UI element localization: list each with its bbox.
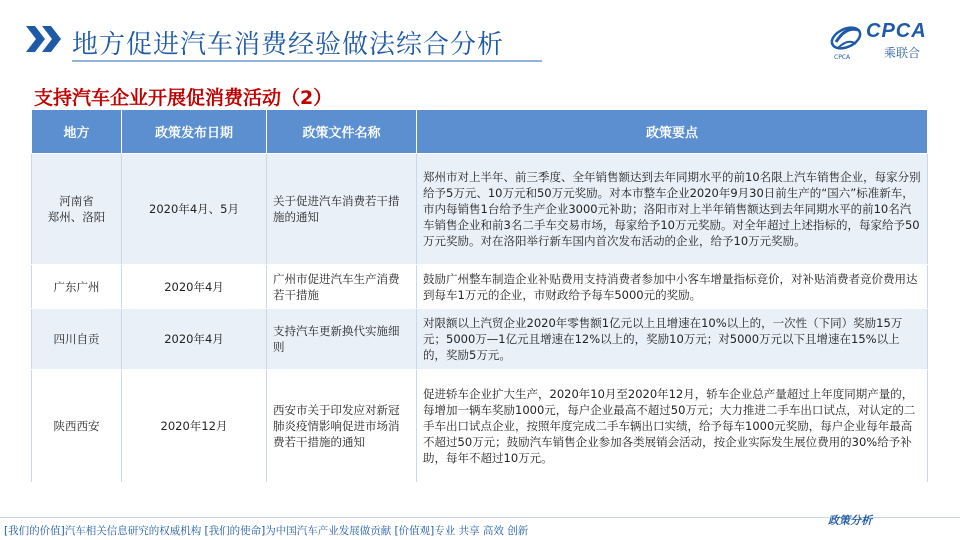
logo-text: CPCA bbox=[866, 20, 927, 42]
column-header-document: 政策文件名称 bbox=[267, 110, 417, 154]
column-header-points: 政策要点 bbox=[417, 110, 928, 154]
title-underline bbox=[72, 60, 542, 62]
table-row bbox=[32, 265, 928, 309]
table-row bbox=[32, 370, 928, 483]
column-header-date: 政策发布日期 bbox=[122, 110, 267, 154]
cell-region: 广东广州 bbox=[32, 265, 122, 309]
column-header-region: 地方 bbox=[32, 110, 122, 154]
cell-date: 2020年4月 bbox=[122, 265, 267, 309]
table-row bbox=[32, 309, 928, 370]
cell-region: 陕西西安 bbox=[32, 370, 122, 483]
footer-mission-text: [我们的价值]汽车相关信息研究的权威机构 [我们的使命]为中国汽车产业发展做贡献 [价值观]专业 共享 高效 创新 bbox=[4, 525, 529, 537]
cell-date: 2020年4月 bbox=[122, 309, 267, 370]
cell-document: 关于促进汽车消费若干措施的通知 bbox=[267, 154, 417, 265]
logo-tiny-text: CPCA bbox=[834, 54, 851, 61]
footer-section-label: 政策分析 bbox=[828, 514, 872, 527]
page-title: 地方促进汽车消费经验做法综合分析 bbox=[72, 30, 505, 60]
cell-points: 对限额以上汽贸企业2020年零售额1亿元以上且增速在10%以上的，一次性（下同）奖励15万元；5000万—1亿元且增速在12%以上的，奖励10万元；对5000万元以下且增速在15%以上的，奖励5万元。 bbox=[417, 309, 928, 370]
table-header-row bbox=[32, 110, 928, 154]
cell-region: 河南省 郑州、洛阳 bbox=[32, 154, 122, 265]
footer-divider bbox=[0, 517, 960, 518]
policy-table bbox=[31, 109, 928, 483]
table-row bbox=[32, 154, 928, 265]
double-chevron-icon bbox=[26, 26, 66, 52]
cell-document: 广州市促进汽车生产消费若干措施 bbox=[267, 265, 417, 309]
section-subtitle: 支持汽车企业开展促消费活动（2） bbox=[34, 87, 333, 109]
cell-date: 2020年12月 bbox=[122, 370, 267, 483]
cell-points: 鼓励广州整车制造企业补贴费用支持消费者参加中小客车增量指标竞价，对补贴消费者竞价费用达到每车1万元的企业，市财政给予每车5000元的奖励。 bbox=[417, 265, 928, 309]
cell-points: 促进轿车企业扩大生产，2020年10月至2020年12月，轿车企业总产量超过上年度同期产量的，每增加一辆车奖励1000元，每户企业最高不超过50万元；大力推进二手车出口试点，对认定的二手车出口试点企业，按照年度完成二手车辆出口实绩，给予每车1000元奖励，每户企业每年最高不超过50万元；鼓励汽车销售企业参加各类展销会活动，按企业实际发生展位费用的30%给予补助，每年不超过10万元。 bbox=[417, 370, 928, 483]
cell-date: 2020年4月、5月 bbox=[122, 154, 267, 265]
cell-document: 支持汽车更新换代实施细则 bbox=[267, 309, 417, 370]
cell-region: 四川自贡 bbox=[32, 309, 122, 370]
cell-points: 郑州市对上半年、前三季度、全年销售额达到去年同期水平的前10名限上汽车销售企业，每家分别给予5万元、10万元和50万元奖励。对本市整车企业2020年9月30日前生产的“国六”标准新车，市内每销售1台给予生产企业3000元补助；洛阳市对上半年销售额达到去年同期水平的前10名汽车销售企业和前3名二手车交易市场，每家给予10万元奖励。对全年超过上述指标的，每家给予50万元奖励。对在洛阳举行新车国内首次发布活动的企业，给予10万元奖励。 bbox=[417, 154, 928, 265]
logo-subtext: 乘联合 bbox=[884, 46, 921, 60]
cpca-logo bbox=[828, 18, 938, 62]
cell-document: 西安市关于印发应对新冠肺炎疫情影响促进市场消费若干措施的通知 bbox=[267, 370, 417, 483]
cpca-globe-icon bbox=[828, 20, 864, 56]
